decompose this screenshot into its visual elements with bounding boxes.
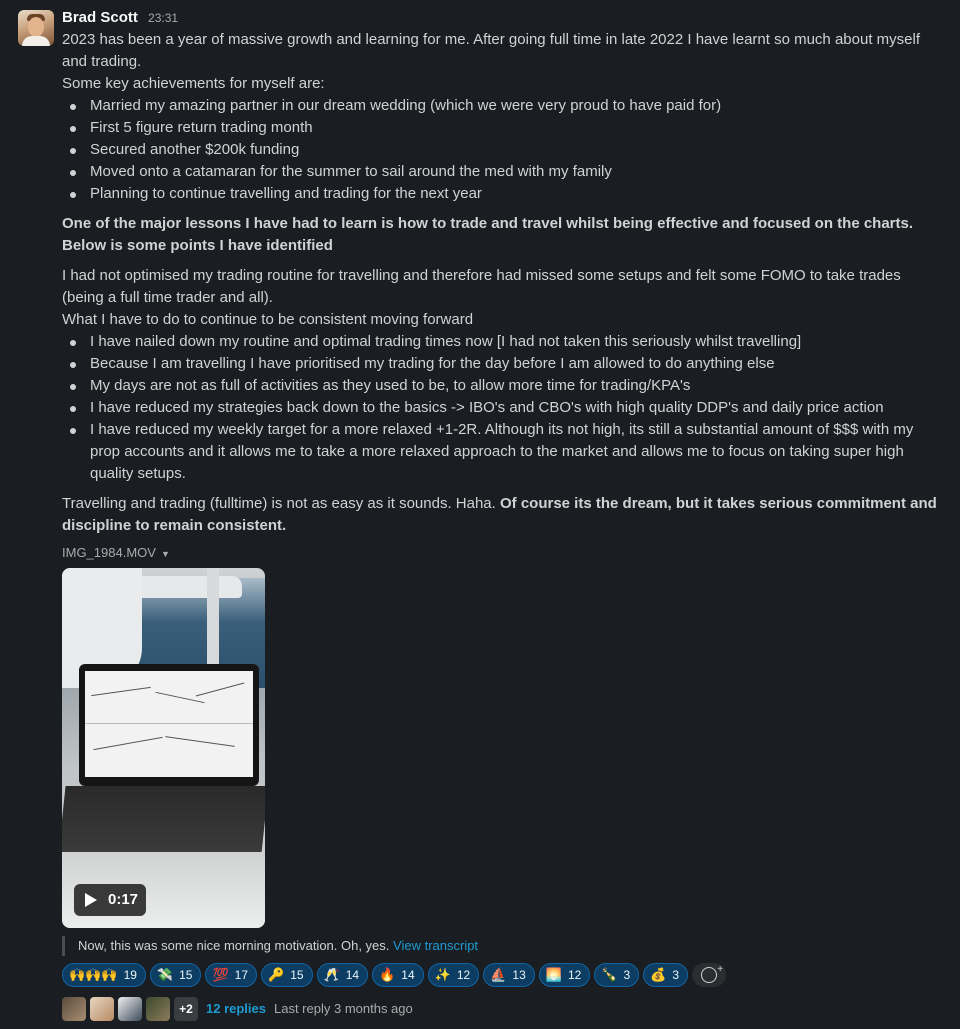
champagne-icon: 🍾 bbox=[601, 967, 618, 982]
play-icon bbox=[85, 893, 97, 907]
list-item: First 5 figure return trading month bbox=[62, 117, 942, 139]
transcript-preview bbox=[62, 936, 942, 956]
message-timestamp[interactable]: 23:31 bbox=[148, 11, 179, 25]
reaction-count: 12 bbox=[567, 968, 582, 982]
reaction-champagne[interactable] bbox=[594, 963, 639, 987]
avatar bbox=[62, 997, 86, 1021]
reaction-count: 3 bbox=[623, 968, 631, 982]
play-button[interactable] bbox=[74, 884, 146, 916]
avatar bbox=[146, 997, 170, 1021]
list-item: I have nailed down my routine and optimal trading times now [I had not taken this seriously whilst travelling] bbox=[62, 331, 942, 353]
raised-hands-icon: 🙌🙌🙌 bbox=[69, 967, 118, 982]
transcript-text: Now, this was some nice morning motivation. Oh, yes. bbox=[78, 938, 390, 953]
last-reply-text: Last reply 3 months ago bbox=[274, 1001, 413, 1016]
closing-plain: Travelling and trading (fulltime) is not as easy as it sounds. Haha. bbox=[62, 495, 500, 512]
reactions-bar bbox=[62, 963, 942, 987]
reaction-hundred[interactable] bbox=[205, 963, 257, 987]
closing-bold: Of course its the dream, but it takes serious commitment and discipline to remain consistent. bbox=[62, 495, 937, 534]
clinking-glasses-icon: 🥂 bbox=[323, 967, 340, 982]
filename-text: IMG_1984.MOV bbox=[62, 545, 156, 560]
sailboat-icon: ⛵ bbox=[490, 967, 507, 982]
caret-down-icon[interactable]: ▼ bbox=[160, 549, 170, 559]
list-item: Secured another $200k funding bbox=[62, 139, 942, 161]
reaction-sailboat[interactable] bbox=[483, 963, 535, 987]
routine-text: I had not optimised my trading routine for travelling and therefore had missed some setups and felt some FOMO to take trades (being a full time trader and all). bbox=[62, 267, 901, 306]
list-item: I have reduced my strategies back down to the basics -> IBO's and CBO's with high quality DDP's and daily price action bbox=[62, 397, 942, 419]
key-icon: 🔑 bbox=[268, 967, 285, 982]
list-item: Moved onto a catamaran for the summer to sail around the med with my family bbox=[62, 161, 942, 183]
author-name[interactable]: Brad Scott bbox=[62, 9, 138, 26]
replies-link[interactable]: 12 replies bbox=[206, 1001, 266, 1016]
author-avatar[interactable] bbox=[18, 10, 54, 46]
list-item: Planning to continue travelling and trading for the next year bbox=[62, 183, 942, 205]
achievements-list bbox=[62, 95, 942, 205]
sparkles-icon: ✨ bbox=[434, 967, 451, 982]
thread-summary[interactable] bbox=[62, 997, 942, 1021]
lessons-bold: One of the major lessons I have had to learn is how to trade and travel whilst being effective and focused on the charts. Below is some points I have identified bbox=[62, 215, 914, 254]
reaction-raised-hands[interactable] bbox=[62, 963, 146, 987]
reaction-count: 17 bbox=[234, 968, 249, 982]
reaction-count: 15 bbox=[290, 968, 304, 982]
reaction-count: 15 bbox=[179, 968, 193, 982]
reaction-money-bag[interactable] bbox=[643, 963, 688, 987]
more-participants-badge: +2 bbox=[174, 997, 198, 1021]
reaction-count: 3 bbox=[672, 968, 680, 982]
intro-text: 2023 has been a year of massive growth and learning for me. After going full time in late 2022 I have learnt so much about myself and trading. bbox=[62, 31, 920, 70]
hundred-points-icon: 💯 bbox=[212, 967, 229, 982]
achievements-heading: Some key achievements for myself are: bbox=[62, 75, 325, 92]
message bbox=[62, 7, 942, 1021]
boat-pole-image bbox=[207, 568, 219, 668]
fire-icon: 🔥 bbox=[379, 967, 396, 982]
list-item: My days are not as full of activities as they used to be, to allow more time for trading/KPA's bbox=[62, 375, 942, 397]
video-attachment[interactable] bbox=[62, 568, 265, 928]
money-wings-icon: 💸 bbox=[156, 967, 174, 982]
todo-list bbox=[62, 331, 942, 485]
todo-heading: What I have to do to continue to be consistent moving forward bbox=[62, 311, 474, 328]
reaction-count: 14 bbox=[401, 968, 415, 982]
reaction-money-wings[interactable] bbox=[150, 963, 202, 987]
video-duration: 0:17 bbox=[108, 891, 139, 908]
attachment-filename[interactable] bbox=[62, 543, 942, 563]
lessons-text bbox=[62, 213, 942, 257]
add-reaction-button[interactable] bbox=[692, 963, 726, 987]
closing-text bbox=[62, 493, 942, 537]
message-header bbox=[62, 7, 942, 29]
laptop-chart-display bbox=[85, 671, 253, 777]
reaction-count: 14 bbox=[345, 968, 360, 982]
add-emoji-icon bbox=[701, 967, 717, 983]
sunrise-icon: 🌅 bbox=[545, 967, 562, 982]
reaction-fire[interactable] bbox=[372, 963, 424, 987]
reaction-sparkles[interactable] bbox=[428, 963, 480, 987]
laptop-image bbox=[79, 664, 259, 786]
reaction-clinking-glasses[interactable] bbox=[317, 963, 369, 987]
reaction-sunrise[interactable] bbox=[539, 963, 591, 987]
reaction-key[interactable] bbox=[261, 963, 313, 987]
avatar bbox=[90, 997, 114, 1021]
reaction-count: 19 bbox=[123, 968, 137, 982]
reaction-count: 12 bbox=[456, 968, 471, 982]
avatar bbox=[118, 997, 142, 1021]
reaction-count: 13 bbox=[512, 968, 526, 982]
list-item: I have reduced my weekly target for a more relaxed +1-2R. Although its not high, its still a substantial amount of $$$ with my prop accounts and it allows me to take a more relaxed approach to the market and allows me to focus on taking super high quality setups. bbox=[62, 419, 942, 485]
list-item: Married my amazing partner in our dream wedding (which we were very proud to have paid for) bbox=[62, 95, 942, 117]
laptop-keyboard-image bbox=[62, 786, 265, 854]
list-item: Because I am travelling I have prioritised my trading for the day before I am allowed to do anything else bbox=[62, 353, 942, 375]
money-bag-icon: 💰 bbox=[650, 967, 667, 982]
view-transcript-link[interactable]: View transcript bbox=[393, 938, 479, 953]
